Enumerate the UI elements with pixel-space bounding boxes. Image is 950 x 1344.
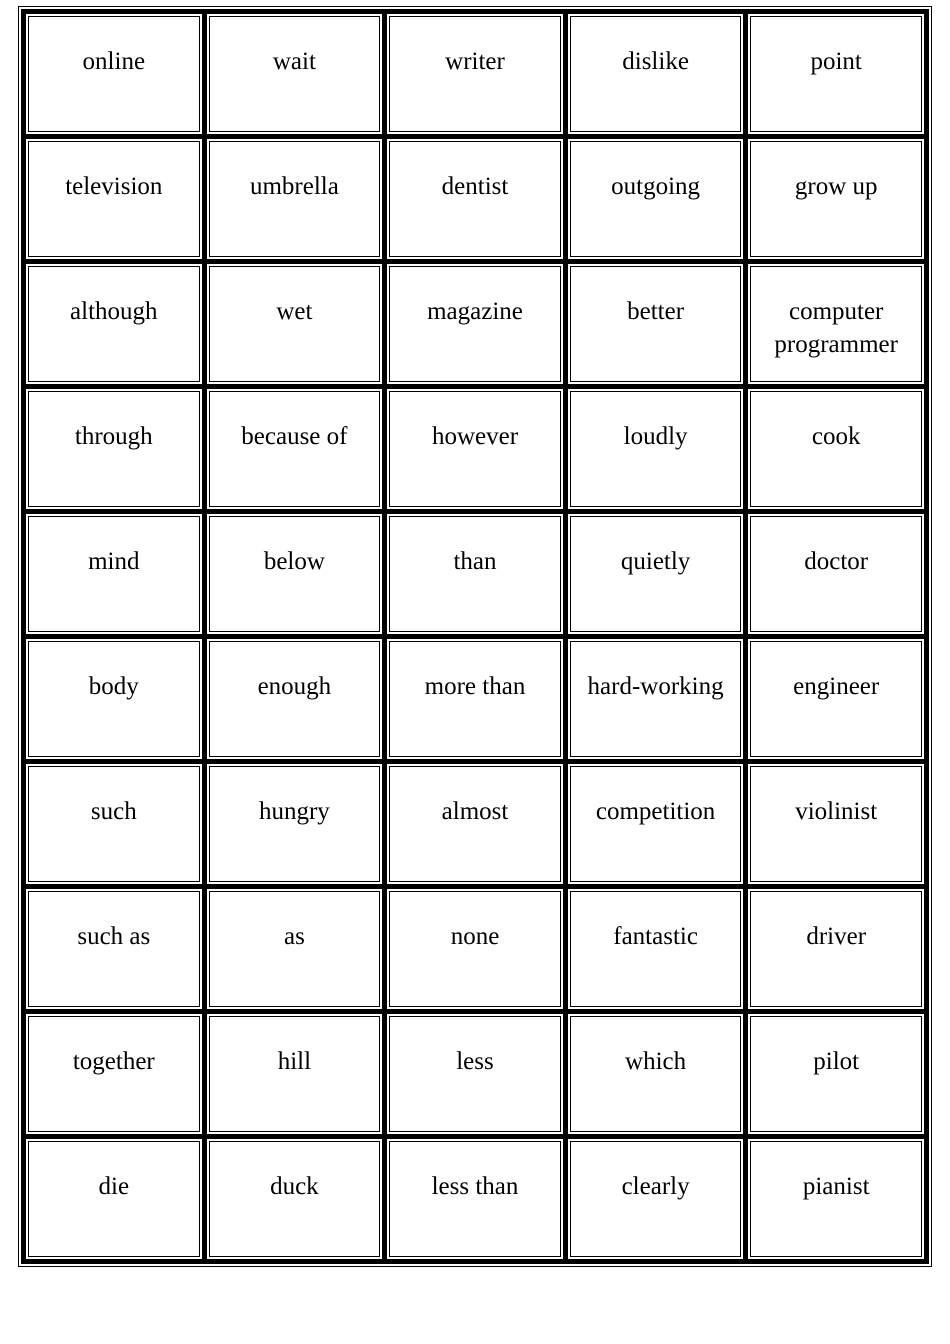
word-card — [26, 889, 202, 1009]
word-card — [26, 1139, 202, 1259]
word-card-text: computer programmer — [774, 298, 898, 358]
word-card-text: because of — [241, 423, 348, 450]
word-card-text: cook — [811, 423, 861, 450]
word-card — [207, 139, 383, 259]
word-card-text: none — [450, 923, 500, 950]
word-card-text: engineer — [793, 673, 880, 700]
word-card — [387, 389, 563, 509]
word-card — [568, 764, 744, 884]
word-card — [207, 889, 383, 1009]
word-card-text: pilot — [813, 1048, 860, 1075]
word-card — [26, 764, 202, 884]
word-card — [387, 889, 563, 1009]
word-card-text: than — [453, 548, 497, 575]
word-card — [207, 514, 383, 634]
word-card-sheet — [18, 6, 932, 1267]
word-card — [26, 14, 202, 134]
word-card-text: body — [88, 673, 139, 700]
word-card — [387, 1139, 563, 1259]
word-grid — [21, 9, 929, 1264]
word-card — [207, 764, 383, 884]
word-card-text: mind — [88, 548, 140, 575]
word-card-text: hungry — [258, 798, 330, 825]
word-card — [26, 1014, 202, 1134]
word-card-text: below — [263, 548, 325, 575]
word-card — [568, 639, 744, 759]
word-card-text: as — [283, 923, 305, 950]
word-card — [26, 264, 202, 384]
word-card-text: umbrella — [249, 173, 339, 200]
word-card — [748, 14, 924, 134]
word-card — [748, 889, 924, 1009]
word-card — [568, 889, 744, 1009]
word-card-text: such as — [77, 923, 151, 950]
word-card — [748, 514, 924, 634]
word-card-text: die — [98, 1173, 130, 1200]
word-card-text: such — [90, 798, 137, 825]
word-card — [207, 14, 383, 134]
word-card-text: violinist — [795, 798, 878, 825]
word-card-text: outgoing — [611, 173, 701, 200]
word-card — [207, 639, 383, 759]
word-card — [207, 389, 383, 509]
word-card — [748, 1014, 924, 1134]
word-card-text: clearly — [621, 1173, 690, 1200]
word-card-text: hill — [277, 1048, 312, 1075]
word-card-text: less — [456, 1048, 494, 1075]
word-card-text: duck — [270, 1173, 319, 1200]
word-card — [568, 14, 744, 134]
word-card — [26, 389, 202, 509]
word-card — [568, 1139, 744, 1259]
word-card — [387, 1014, 563, 1134]
word-card — [568, 514, 744, 634]
word-card — [568, 139, 744, 259]
word-card-text: driver — [806, 923, 867, 950]
word-card-text: television — [65, 173, 163, 200]
word-card — [748, 264, 924, 384]
word-card-text: together — [72, 1048, 155, 1075]
word-card — [387, 764, 563, 884]
word-card — [207, 264, 383, 384]
word-card-text: wait — [272, 48, 316, 75]
word-card — [387, 14, 563, 134]
word-card — [568, 1014, 744, 1134]
word-card-text: through — [74, 423, 153, 450]
word-card-text: doctor — [804, 548, 869, 575]
word-card-text: dislike — [622, 48, 689, 75]
word-card-text: competition — [595, 798, 716, 825]
word-card — [748, 389, 924, 509]
word-card — [387, 139, 563, 259]
word-card-text: dentist — [441, 173, 509, 200]
word-card-text: online — [82, 48, 146, 75]
word-card-text: more than — [424, 673, 526, 700]
word-card — [26, 514, 202, 634]
word-card-text: although — [70, 298, 158, 325]
word-card-text: however — [431, 423, 519, 450]
word-card — [748, 639, 924, 759]
word-card — [748, 139, 924, 259]
word-card-text: point — [810, 48, 862, 75]
word-card — [207, 1014, 383, 1134]
word-card-text: quietly — [620, 548, 691, 575]
word-card-text: almost — [441, 798, 509, 825]
word-card-text: better — [627, 298, 685, 325]
word-card — [748, 1139, 924, 1259]
word-card — [26, 639, 202, 759]
word-card — [748, 764, 924, 884]
word-card — [568, 389, 744, 509]
word-card-text: less than — [431, 1173, 519, 1200]
word-card — [387, 514, 563, 634]
word-card — [387, 639, 563, 759]
word-card-text: fantastic — [613, 923, 698, 950]
word-card-text: wet — [276, 298, 313, 325]
word-card — [26, 139, 202, 259]
word-card — [207, 1139, 383, 1259]
word-card-text: pianist — [802, 1173, 870, 1200]
word-card-text: which — [625, 1048, 687, 1075]
word-card-text: magazine — [427, 298, 523, 325]
word-card-text: hard-working — [587, 673, 724, 700]
word-card — [387, 264, 563, 384]
word-card-text: grow up — [794, 173, 878, 200]
word-card-text: loudly — [623, 423, 688, 450]
word-card — [568, 264, 744, 384]
word-card-text: enough — [257, 673, 332, 700]
word-card-text: writer — [445, 48, 505, 75]
